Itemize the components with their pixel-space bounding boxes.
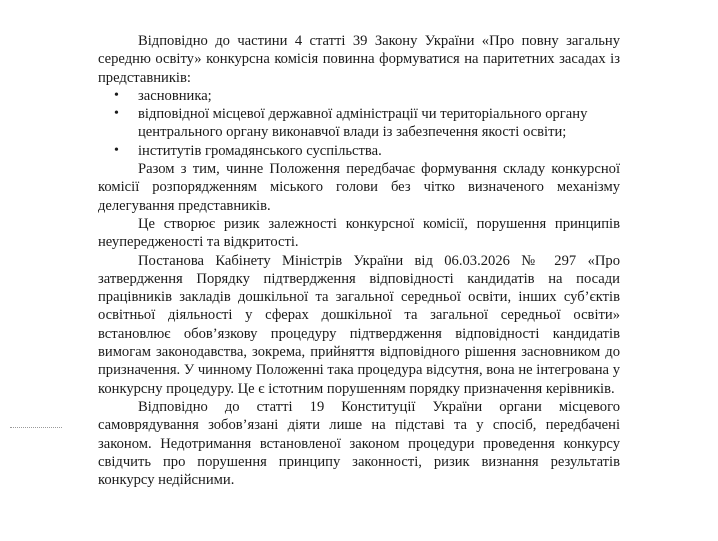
paragraph-resolution: Постанова Кабінету Міністрів України від 06.03.2026 № 297 «Про затвердження Порядку підтвердження відповідності кандидатів на посади працівників закладів дошкільної та загальної середньої освіти, інших суб’єктів освітньої діяльності у сферах дошкільної та загальної середньої освіти» встановлює обов’язкову процедуру підтвердження відповідності кандидатів вимогам законодавства, зокрема, прийняття відповідного рішення засновником до призначення. У чинному Положенні така процедура відсутня, вона не інтегрована у конкурсну процедуру. Це є істотним порушенням порядку призначення керівників.	[98, 252, 620, 397]
document-body	[98, 32, 620, 489]
list-item: • відповідної місцевої державної адміністрації чи територіального органу центрального органу виконавчої влади із забезпечення якості освіти;	[98, 105, 620, 142]
paragraph-intro: Відповідно до частини 4 статті 39 Закону України «Про повну загальну середню освіту» конкурсна комісія повинна формуватися на паритетних засадах із представників:	[98, 33, 620, 86]
paragraph-constitution: Відповідно до статті 19 Конституції України органи місцевого самоврядування зобов’язані діяти лише на підставі та у спосіб, передбачені законом. Недотримання встановленої законом процедури проведення конкурсу свідчить про порушення принципу законності, ризик визнання результатів конкурсу недійсними.	[98, 398, 620, 489]
list-item: • засновника;	[98, 87, 620, 105]
list-item: • інститутів громадянського суспільства.	[98, 142, 620, 160]
paragraph-risk: Це створює ризик залежності конкурсної комісії, порушення принципів неупередженості та відкритості.	[98, 215, 620, 251]
paragraph-regulation: Разом з тим, чинне Положення передбачає формування складу конкурсної комісії розпорядженням міського голови без чітко визначеного механізму делегування представників.	[98, 161, 620, 214]
representatives-list	[98, 87, 620, 160]
margin-dotted-mark	[10, 427, 62, 428]
